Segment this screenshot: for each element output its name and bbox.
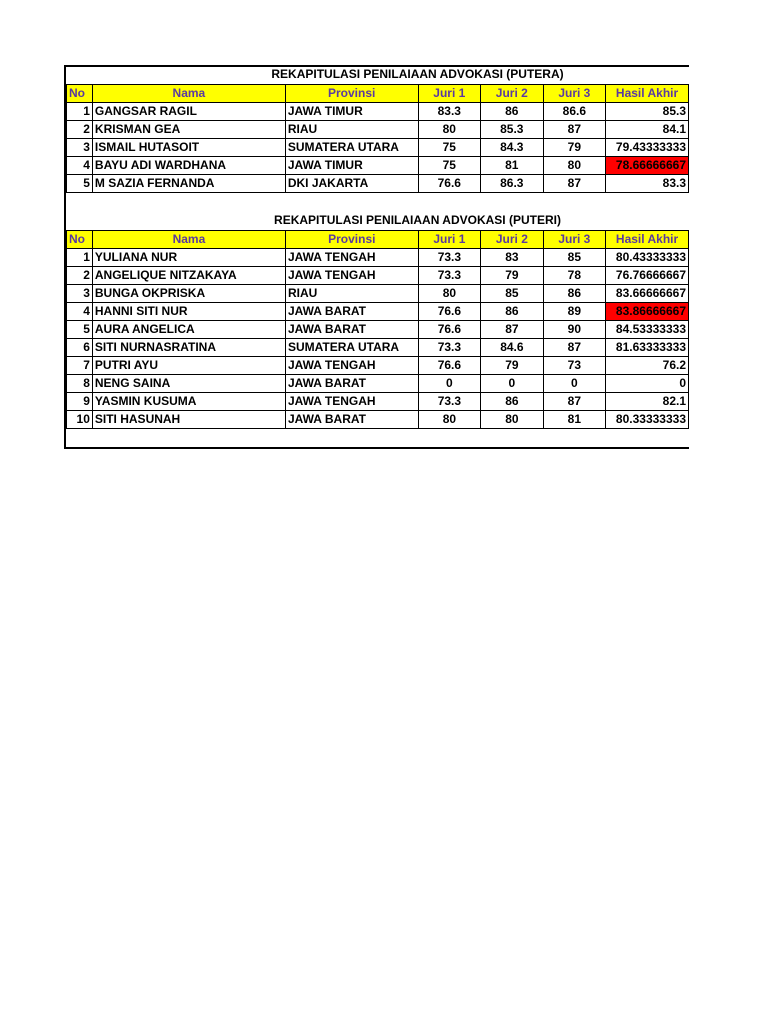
- cell-juri2[interactable]: 86.3: [481, 175, 544, 193]
- cell-no[interactable]: 1: [67, 249, 93, 267]
- header-nama[interactable]: Nama: [92, 231, 285, 249]
- cell-hasil-akhir[interactable]: 76.2: [606, 357, 689, 375]
- cell-provinsi[interactable]: JAWA TIMUR: [285, 103, 418, 121]
- cell-juri2[interactable]: 81: [481, 157, 544, 175]
- cell-provinsi[interactable]: SUMATERA UTARA: [285, 139, 418, 157]
- cell-no[interactable]: 4: [67, 303, 93, 321]
- cell-no[interactable]: 1: [67, 103, 93, 121]
- header-juri2[interactable]: Juri 2: [481, 231, 543, 249]
- table1-title: REKAPITULASI PENILAIAAN ADVOKASI (PUTERA): [271, 67, 564, 81]
- cell-juri2[interactable]: 83: [481, 249, 543, 267]
- cell-provinsi[interactable]: JAWA BARAT: [285, 375, 418, 393]
- cell-nama[interactable]: GANGSAR RAGIL: [92, 103, 285, 121]
- table1: [66, 84, 689, 193]
- cell-juri3[interactable]: 85: [543, 249, 605, 267]
- cell-provinsi[interactable]: SUMATERA UTARA: [285, 339, 418, 357]
- cell-juri3[interactable]: 80: [543, 157, 606, 175]
- table-row: [67, 103, 689, 121]
- cell-juri3[interactable]: 90: [543, 321, 605, 339]
- cell-juri1[interactable]: 76.6: [418, 303, 480, 321]
- cell-no[interactable]: 9: [67, 393, 93, 411]
- cell-hasil-akhir[interactable]: 84.1: [606, 121, 689, 139]
- table-row: [67, 121, 689, 139]
- table-row: [67, 139, 689, 157]
- cell-provinsi[interactable]: DKI JAKARTA: [285, 175, 418, 193]
- header-juri1[interactable]: Juri 1: [418, 231, 480, 249]
- header-hasil-akhir[interactable]: Hasil Akhir: [606, 85, 689, 103]
- cell-juri1[interactable]: 76.6: [418, 321, 480, 339]
- cell-no[interactable]: 3: [67, 139, 93, 157]
- cell-provinsi[interactable]: JAWA TENGAH: [285, 249, 418, 267]
- cell-juri3[interactable]: 87: [543, 339, 605, 357]
- cell-provinsi[interactable]: JAWA BARAT: [285, 303, 418, 321]
- table-row: [67, 393, 689, 411]
- cell-provinsi[interactable]: JAWA BARAT: [285, 411, 418, 429]
- header-nama[interactable]: Nama: [92, 85, 285, 103]
- table-row: [67, 175, 689, 193]
- cell-nama[interactable]: YULIANA NUR: [92, 249, 285, 267]
- cell-juri1[interactable]: 75: [418, 139, 481, 157]
- cell-juri3[interactable]: 78: [543, 267, 605, 285]
- cell-juri3[interactable]: 86: [543, 285, 605, 303]
- cell-juri1[interactable]: 73.3: [418, 393, 480, 411]
- cell-hasil-akhir[interactable]: 81.63333333: [606, 339, 689, 357]
- cell-juri3[interactable]: 81: [543, 411, 605, 429]
- cell-juri2[interactable]: 85.3: [481, 121, 544, 139]
- cell-juri1[interactable]: 76.6: [418, 357, 480, 375]
- cell-juri3[interactable]: 0: [543, 375, 605, 393]
- header-provinsi[interactable]: Provinsi: [285, 231, 418, 249]
- header-juri3[interactable]: Juri 3: [543, 85, 606, 103]
- cell-nama[interactable]: AURA ANGELICA: [92, 321, 285, 339]
- cell-no[interactable]: 2: [67, 267, 93, 285]
- cell-provinsi[interactable]: JAWA TENGAH: [285, 267, 418, 285]
- cell-provinsi[interactable]: JAWA TENGAH: [285, 357, 418, 375]
- cell-provinsi[interactable]: JAWA BARAT: [285, 321, 418, 339]
- cell-juri1[interactable]: 80: [418, 285, 480, 303]
- cell-nama[interactable]: HANNI SITI NUR: [92, 303, 285, 321]
- cell-juri3[interactable]: 87: [543, 175, 606, 193]
- cell-hasil-akhir[interactable]: 80.43333333: [606, 249, 689, 267]
- table-row: [67, 339, 689, 357]
- cell-hasil-akhir[interactable]: 78.66666667: [606, 157, 689, 175]
- cell-juri1[interactable]: 0: [418, 375, 480, 393]
- cell-juri1[interactable]: 73.3: [418, 249, 480, 267]
- cell-juri1[interactable]: 80: [418, 411, 480, 429]
- table-row: [67, 157, 689, 175]
- header-juri1[interactable]: Juri 1: [418, 85, 481, 103]
- cell-juri2[interactable]: 84.3: [481, 139, 544, 157]
- cell-hasil-akhir[interactable]: 85.3: [606, 103, 689, 121]
- cell-no[interactable]: 7: [67, 357, 93, 375]
- cell-no[interactable]: 5: [67, 321, 93, 339]
- cell-juri3[interactable]: 87: [543, 121, 606, 139]
- cell-juri2[interactable]: 86: [481, 303, 543, 321]
- cell-nama[interactable]: M SAZIA FERNANDA: [92, 175, 285, 193]
- cell-nama[interactable]: SITI HASUNAH: [92, 411, 285, 429]
- cell-juri3[interactable]: 86.6: [543, 103, 606, 121]
- cell-juri1[interactable]: 73.3: [418, 339, 480, 357]
- cell-hasil-akhir[interactable]: 84.53333333: [606, 321, 689, 339]
- header-juri3[interactable]: Juri 3: [543, 231, 605, 249]
- header-no[interactable]: No: [67, 85, 93, 103]
- cell-hasil-akhir[interactable]: 83.3: [606, 175, 689, 193]
- cell-nama[interactable]: YASMIN KUSUMA: [92, 393, 285, 411]
- cell-hasil-akhir[interactable]: 76.76666667: [606, 267, 689, 285]
- header-hasil-akhir[interactable]: Hasil Akhir: [606, 231, 689, 249]
- cell-juri3[interactable]: 89: [543, 303, 605, 321]
- cell-juri2[interactable]: 79: [481, 267, 543, 285]
- cell-juri2[interactable]: 85: [481, 285, 543, 303]
- cell-juri2[interactable]: 87: [481, 321, 543, 339]
- header-juri2[interactable]: Juri 2: [481, 85, 544, 103]
- cell-juri2[interactable]: 80: [481, 411, 543, 429]
- header-no[interactable]: No: [67, 231, 93, 249]
- cell-juri2[interactable]: 79: [481, 357, 543, 375]
- table-row: [67, 303, 689, 321]
- table-row: [67, 357, 689, 375]
- header-provinsi[interactable]: Provinsi: [285, 85, 418, 103]
- cell-nama[interactable]: ANGELIQUE NITZAKAYA: [92, 267, 285, 285]
- cell-nama[interactable]: SITI NURNASRATINA: [92, 339, 285, 357]
- table-row: [67, 375, 689, 393]
- table-row: [67, 321, 689, 339]
- cell-no[interactable]: 8: [67, 375, 93, 393]
- cell-hasil-akhir[interactable]: 80.33333333: [606, 411, 689, 429]
- cell-juri3[interactable]: 73: [543, 357, 605, 375]
- cell-nama[interactable]: KRISMAN GEA: [92, 121, 285, 139]
- cell-no[interactable]: 2: [67, 121, 93, 139]
- cell-no[interactable]: 3: [67, 285, 93, 303]
- table-row: [67, 249, 689, 267]
- cell-provinsi[interactable]: JAWA TENGAH: [285, 393, 418, 411]
- cell-juri1[interactable]: 76.6: [418, 175, 481, 193]
- cell-no[interactable]: 4: [67, 157, 93, 175]
- cell-juri1[interactable]: 75: [418, 157, 481, 175]
- cell-nama[interactable]: ISMAIL HUTASOIT: [92, 139, 285, 157]
- cell-nama[interactable]: BUNGA OKPRISKA: [92, 285, 285, 303]
- cell-no[interactable]: 10: [67, 411, 93, 429]
- cell-hasil-akhir[interactable]: 82.1: [606, 393, 689, 411]
- cell-juri2[interactable]: 84.6: [481, 339, 543, 357]
- cell-hasil-akhir[interactable]: 83.86666667: [606, 303, 689, 321]
- table1-header-row: [67, 85, 689, 103]
- cell-hasil-akhir[interactable]: 0: [606, 375, 689, 393]
- cell-no[interactable]: 6: [67, 339, 93, 357]
- table2-title: REKAPITULASI PENILAIAAN ADVOKASI (PUTERI): [274, 213, 561, 227]
- table-row: [67, 411, 689, 429]
- cell-nama[interactable]: BAYU ADI WARDHANA: [92, 157, 285, 175]
- cell-juri1[interactable]: 80: [418, 121, 481, 139]
- cell-juri2[interactable]: 86: [481, 393, 543, 411]
- table2: [66, 230, 689, 429]
- cell-juri1[interactable]: 73.3: [418, 267, 480, 285]
- cell-provinsi[interactable]: RIAU: [285, 285, 418, 303]
- table-row: [67, 267, 689, 285]
- cell-juri1[interactable]: 83.3: [418, 103, 481, 121]
- cell-provinsi[interactable]: RIAU: [285, 121, 418, 139]
- cell-nama[interactable]: NENG SAINA: [92, 375, 285, 393]
- cell-juri2[interactable]: 0: [481, 375, 543, 393]
- cell-hasil-akhir[interactable]: 83.66666667: [606, 285, 689, 303]
- cell-provinsi[interactable]: JAWA TIMUR: [285, 157, 418, 175]
- cell-no[interactable]: 5: [67, 175, 93, 193]
- cell-juri3[interactable]: 79: [543, 139, 606, 157]
- table-row: [67, 285, 689, 303]
- cell-juri2[interactable]: 86: [481, 103, 544, 121]
- cell-juri3[interactable]: 87: [543, 393, 605, 411]
- table2-header-row: [67, 231, 689, 249]
- cell-hasil-akhir[interactable]: 79.43333333: [606, 139, 689, 157]
- spreadsheet-sheet: [64, 65, 689, 449]
- cell-nama[interactable]: PUTRI AYU: [92, 357, 285, 375]
